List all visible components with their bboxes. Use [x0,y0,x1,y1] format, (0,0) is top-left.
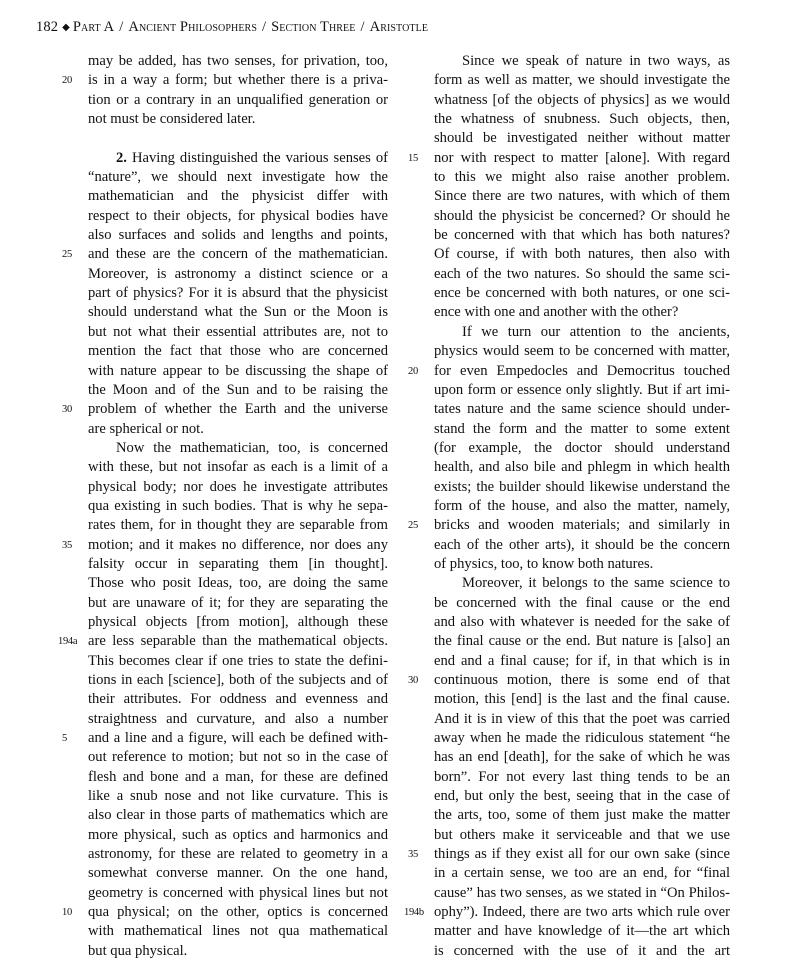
text-line [88,613,388,632]
text-line [408,516,730,535]
text-line [88,516,388,535]
line-text: ophy”). Indeed, there are two arts which rule over [434,904,730,921]
text-line [88,690,388,709]
line-text: the Moon and of the Sun and to be raising the [88,381,388,398]
line-text: each of the two natures. So should the same sci- [434,265,730,282]
line-text: exists; the builder should likewise understand the [434,478,730,495]
text-line [434,729,730,748]
text-line [88,207,388,226]
line-number: 15 [408,152,418,164]
line-text: but others make it serviceable and that we use [434,826,730,843]
text-line [434,71,730,90]
text-line [434,826,730,845]
line-number: 194a [58,636,78,648]
text-line [88,787,388,806]
text-line [88,884,388,903]
text-line [88,478,388,497]
text-line [88,806,388,825]
text-line [88,323,388,342]
text-line [434,864,730,883]
running-header [36,16,428,38]
line-text: also clear in those parts of mathematics which are [88,807,388,824]
line-text: cause” has two senses, as we stated in “On Philos- [434,884,730,901]
text-line [88,91,388,110]
text-line [434,110,730,129]
line-text: should be investigated neither without matter [434,130,730,147]
diamond-bullet-icon: ◆ [62,22,70,33]
line-text: end, but only the best, seeing that in the case of [434,788,730,805]
text-line [434,381,730,400]
text-line [62,536,388,555]
line-text: with these, but not insofar as each is a limit of a [88,459,388,476]
line-text: born”. For not every last thing tends to be an [434,768,730,785]
text-line [62,400,388,419]
line-text: the final cause or the end. But nature is [also] an [434,633,730,650]
line-text: and a line and a figure, will each be defined with- [88,730,388,747]
line-text: stand the form and the matter to some extent [434,420,730,437]
text-line [434,574,730,593]
line-text: are spherical or not. [88,420,204,437]
line-text: straightness and curvature, and also a number [88,710,388,727]
text-line [62,71,388,90]
line-number: 194b [404,907,424,919]
line-number: 20 [408,365,418,377]
text-line [434,652,730,671]
blank-line [88,129,388,148]
line-text: geometry is concerned with physical lines but not [88,884,388,901]
text-line [88,555,388,574]
line-number: 30 [408,675,418,686]
line-text: Moreover, it belongs to the same science to [462,575,730,592]
line-text: flesh and bone and a man, for these are defined [88,768,388,785]
line-text: mathematician and the physicist differ with [88,188,388,205]
line-text: nor with respect to matter [alone]. With regard [434,149,730,166]
text-line [88,942,388,961]
line-text: part of physics? For it is absurd that the physicist [88,285,388,302]
left-text-column [58,52,388,961]
line-text: is concerned with the use of it and the art [434,942,730,959]
line-text: physical objects [from motion], although these [88,613,388,630]
line-text: for even Empedocles and Democritus touched [434,362,730,379]
line-number: 35 [62,539,72,551]
line-text: motion; and it makes no difference, nor does any [88,536,388,553]
line-number: 35 [408,849,418,861]
text-line [434,748,730,767]
text-line [434,942,730,961]
text-line [434,52,730,71]
line-text: in a certain sense, we too are an end, for “final [434,865,730,882]
line-text: tion or a contrary in an unqualified generation or [88,91,388,108]
text-line [88,574,388,593]
text-line [88,381,388,400]
header-section: Section Three [271,19,356,35]
text-line [88,826,388,845]
line-text: but qua physical. [88,942,188,959]
line-text: and these are the concern of the mathematician. [88,246,388,263]
text-line [88,110,388,129]
text-line [434,478,730,497]
line-number: 5 [62,733,67,745]
line-text: qua physical; on the other, optics is concerned [88,904,388,921]
line-text: Now the mathematician, too, is concerned [116,439,388,456]
line-text: astronomy, for these are related to geometry in a [88,846,388,863]
text-line [88,342,388,361]
line-text: Of course, if with both natures, then also with [434,246,730,263]
text-line [88,594,388,613]
line-text: also surfaces and solids and lengths and points, [88,227,388,244]
text-line [408,845,730,864]
line-text: qua existing in such bodies. That is why he sepa- [88,497,388,514]
text-line [88,710,388,729]
text-line [88,845,388,864]
header-separator: / [119,19,124,35]
line-text: be concerned with the final cause or the end [434,594,730,611]
text-line [434,884,730,903]
line-text: ence with one and another with the other? [434,304,679,321]
line-text: each of the other arts), it should be the concern [434,536,730,553]
text-line [88,303,388,322]
line-text: to this we might also raise another problem. [434,169,730,186]
text-line [88,52,388,71]
header-separator: / [261,19,267,35]
line-text: health, and also bile and phlegm in which health [434,459,730,476]
line-text: somewhat converse manner. On the one hand, [88,865,388,882]
line-text: whatness [of the objects of physics] as we would [434,91,730,108]
header-chapter: Aristotle [369,19,429,35]
line-text: motion, this [end] is the last and the final cause. [434,691,730,708]
text-line [434,787,730,806]
line-text: and also with whatever is needed for the sake of [434,613,730,630]
text-line [88,187,388,206]
line-number: 30 [62,404,72,416]
line-text: things as if they exist all for our own sake (since [434,846,730,863]
line-text: rates them, for in thought they are separable from [88,517,388,534]
text-line [88,149,388,168]
text-line [434,226,730,245]
line-text: And it is in view of this that the poet was carried [434,710,730,727]
text-line [434,245,730,264]
header-separator: / [360,19,365,35]
line-text: may be added, has two senses, for privation, too, [88,53,388,69]
text-line [434,284,730,303]
text-line [434,710,730,729]
line-text: with mathematical lines not qua mathematical [88,923,388,940]
line-text: the whatness of snubness. Such objects, then, [434,111,730,128]
line-text: not must be considered later. [88,111,256,128]
line-text: Those who posit Ideas, too, are doing the same [88,575,388,592]
line-text: upon form or essence only slightly. But if art imi- [434,381,730,398]
text-line [408,671,730,690]
text-line [88,284,388,303]
line-number: 20 [62,75,72,87]
text-line [434,632,730,651]
line-text: bricks and wooden materials; and similarly in [434,517,730,534]
line-text: out reference to motion; but not so in the case of [88,749,388,766]
text-line [88,265,388,284]
line-text: Since we speak of nature in two ways, as [462,53,730,69]
line-text: continuous motion, there is some end of that [434,672,730,688]
line-text: Moreover, is astronomy a distinct science or a [88,265,388,282]
text-line [88,922,388,941]
text-line [434,536,730,555]
line-text: tates nature and the same science should under- [434,401,730,418]
text-line [434,458,730,477]
line-text: form of the house, and also the matter, namely, [434,497,730,514]
line-text: form as well as matter, we should investigate the [434,72,730,89]
line-text: physical body; nor does he investigate attributes [88,478,388,495]
text-line [434,613,730,632]
line-text: physics would seem to be concerned with matter, [434,343,730,360]
text-line [408,362,730,381]
text-line [434,129,730,148]
text-line [88,652,388,671]
line-text: is in a way a form; but whether there is a priva- [88,72,388,89]
text-line [434,187,730,206]
line-text: end and a final cause; for if, in that which is in [434,652,730,669]
line-text: respect to their objects, for physical bodies have [88,207,388,224]
text-line [434,555,730,574]
line-text: Since there are two natures, with which of them [434,188,730,205]
text-line [434,768,730,787]
text-line [88,497,388,516]
text-line [88,864,388,883]
text-line [434,323,730,342]
line-text: Having distinguished the various senses of [126,149,388,166]
line-text: matter and have knowledge of it—the art which [434,923,730,940]
text-line [434,497,730,516]
text-line [434,265,730,284]
line-text: “nature”, we should next investigate how the [88,169,388,186]
header-section-title: Ancient Philosophers [128,19,257,35]
text-line [88,671,388,690]
text-line [58,632,388,651]
text-line [88,362,388,381]
line-number: 25 [408,520,418,532]
line-text: falsity occur in separating them [in thought]. [88,555,388,572]
right-text-column [404,52,730,961]
text-line [434,594,730,613]
line-text: but are unaware of it; for they are separating the [88,594,388,611]
text-line [88,226,388,245]
text-line [88,420,388,439]
text-line [434,303,730,322]
line-text: of physics, too, to know both natures. [434,555,654,572]
line-text: like a snub nose and not like curvature. This is [88,788,388,805]
text-line [62,729,388,748]
text-line [434,400,730,419]
text-line [88,768,388,787]
line-text: the arts, too, some of them just make the matter [434,807,730,824]
line-text: mention the fact that those who are concerned [88,343,388,360]
line-text: away when he made the ridiculous statement “he [434,730,730,747]
text-line [434,420,730,439]
line-text: more physical, such as optics and harmonics and [88,826,388,843]
text-line [434,342,730,361]
text-line [88,439,388,458]
line-number: 25 [62,249,72,261]
line-text: If we turn our attention to the ancients, [462,323,730,340]
text-line [88,458,388,477]
text-line [404,903,730,922]
text-line [434,207,730,226]
text-line [88,748,388,767]
line-text: are less separable than the mathematical objects. [88,633,388,650]
text-line [88,168,388,187]
text-line [434,806,730,825]
text-line [434,690,730,709]
line-number: 10 [62,907,72,919]
text-line [434,922,730,941]
text-line [434,168,730,187]
line-text: problem of whether the Earth and the universe [88,401,388,418]
page-number: 182 [36,19,59,35]
text-line [408,149,730,168]
line-text: tions in each [science], both of the subjects and of [88,672,388,688]
line-text: but not what their essential attributes are, not to [88,323,388,340]
header-part: Part A [72,19,115,35]
line-text: should understand what the Sun or the Moon is [88,304,388,321]
section-number: 2. [116,149,127,166]
text-line [62,903,388,922]
line-text: ence be concerned with both natures, or one sci- [434,285,730,302]
line-text: should the physicist be concerned? Or should he [434,207,730,224]
text-line [434,439,730,458]
line-text: (for example, the doctor should understand [434,439,730,456]
line-text: their attributes. For oddness and evenness and [88,691,388,708]
text-line [62,245,388,264]
line-text: with nature appear to be discussing the shape of [88,362,388,379]
line-text: This becomes clear if one tries to state the defini- [88,652,388,669]
line-text: be concerned with that which has both natures? [434,227,730,244]
text-line [434,91,730,110]
line-text: has an end [death], for the sake of which he was [434,749,730,766]
